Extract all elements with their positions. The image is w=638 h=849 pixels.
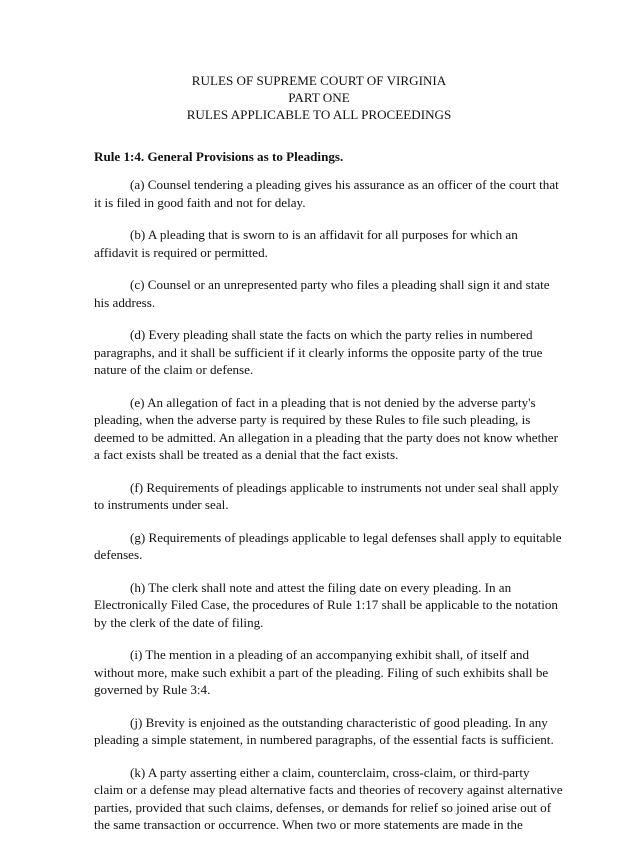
- header-part-title: RULES APPLICABLE TO ALL PROCEEDINGS: [186, 107, 452, 122]
- paragraph-line: it is filed in good faith and not for delay.: [94, 194, 306, 210]
- rule-paragraph: [94, 176, 559, 211]
- paragraph-line: (g) Requirements of pleadings applicable to legal defenses shall apply to equitable: [130, 529, 562, 545]
- document-header: [0, 72, 638, 123]
- paragraph-line: (c) Counsel or an unrepresented party who files a pleading shall sign it and state: [130, 277, 550, 292]
- paragraph-line: (j) Brevity is enjoined as the outstanding characteristic of good pleading. In any: [130, 714, 548, 730]
- paragraph-line: a fact exists shall be treated as a denial that the fact exists.: [94, 447, 399, 462]
- paragraph-line: governed by Rule 3:4.: [94, 682, 211, 697]
- paragraph-line: to instruments under seal.: [94, 497, 229, 512]
- rule-paragraph: [94, 276, 550, 311]
- header-court-title: RULES OF SUPREME COURT OF VIRGINIA: [191, 73, 447, 88]
- paragraph-line: (a) Counsel tendering a pleading gives his assurance as an officer of the court that: [130, 177, 559, 192]
- paragraph-line: pleading, when the adverse party is required by these Rules to file such pleading, is: [94, 412, 531, 427]
- rule-paragraph: [94, 479, 559, 514]
- paragraph-line: pleading a simple statement, in numbered paragraphs, of the essential facts is sufficient.: [94, 732, 554, 747]
- rule-paragraph: [94, 646, 550, 699]
- rule-paragraph: [94, 764, 563, 834]
- paragraph-line: his address.: [94, 294, 156, 310]
- rule-title: Rule 1:4. General Provisions as to Pleadings.: [94, 149, 344, 164]
- paragraph-line: (k) A party asserting either a claim, counterclaim, cross-claim, or third-party: [130, 764, 530, 780]
- paragraph-line: (f) Requirements of pleadings applicable to instruments not under seal shall apply: [130, 479, 559, 495]
- paragraph-line: by the clerk of the date of filing.: [94, 614, 264, 630]
- paragraph-line: Electronically Filed Case, the procedures of Rule 1:17 shall be applicable to the notation: [94, 597, 558, 612]
- paragraph-line: nature of the claim or defense.: [94, 362, 254, 377]
- rule-paragraph: [94, 714, 554, 749]
- rule-paragraph: [94, 326, 550, 379]
- paragraph-line: (d) Every pleading shall state the facts on which the party relies in numbered: [130, 327, 533, 342]
- rule-paragraph: [94, 226, 550, 261]
- paragraph-line: defenses.: [94, 547, 143, 562]
- paragraph-line: claim or a defense may plead alternative facts and theories of recovery against alternative: [94, 782, 563, 797]
- paragraph-line: paragraphs, and it shall be sufficient if it clearly informs the opposite party of the true: [94, 344, 543, 360]
- paragraph-line: the same transaction or occurrence. When two or more statements are made in the: [94, 817, 523, 832]
- rule-paragraph: [94, 579, 558, 632]
- paragraph-line: (h) The clerk shall note and attest the filing date on every pleading. In an: [130, 579, 512, 595]
- rule-body: [94, 176, 563, 849]
- paragraph-line: (i) The mention in a pleading of an accompanying exhibit shall, of itself and: [130, 647, 530, 662]
- paragraph-line: affidavit is required or permitted.: [94, 244, 268, 260]
- paragraph-line: (b) A pleading that is sworn to is an affidavit for all purposes for which an: [130, 227, 518, 242]
- paragraph-line: (e) An allegation of fact in a pleading that is not denied by the adverse party's: [130, 394, 536, 410]
- paragraph-line: parties, provided that such claims, defenses, or demands for relief so joined arise out of: [94, 799, 552, 815]
- paragraph-line: without more, make such exhibit a part of the pleading. Filing of such exhibits shall be: [94, 664, 549, 680]
- paragraph-line: deemed to be admitted. An allegation in a pleading that the party does not know whether: [94, 429, 558, 445]
- rule-paragraph: [94, 394, 558, 464]
- rule-paragraph: [94, 529, 562, 564]
- header-part-number: PART ONE: [288, 90, 350, 105]
